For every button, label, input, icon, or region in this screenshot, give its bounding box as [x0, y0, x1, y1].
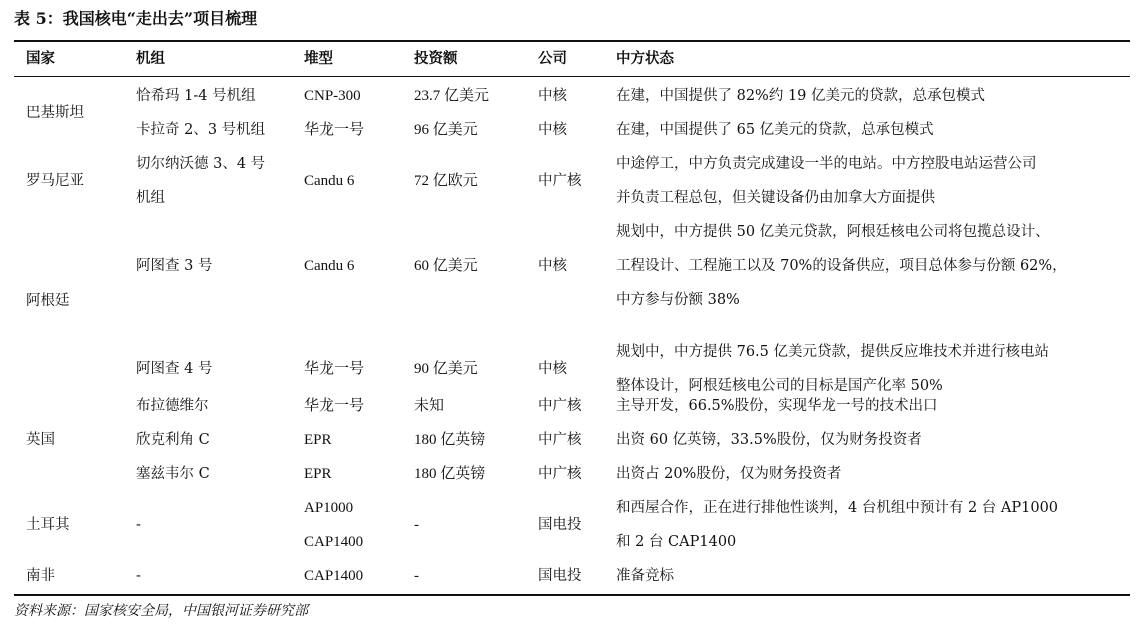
company-cell	[538, 113, 567, 147]
company-cell-line: 中广核	[538, 173, 582, 189]
investment-cell-line: 23.7 亿美元	[414, 88, 490, 104]
country-cell: 罗马尼亚	[26, 173, 84, 189]
status-cell	[616, 457, 841, 491]
status-cell-line: 规划中，中方提供 76.5 亿美元贷款，提供反应堆技术并进行核电站	[616, 344, 1050, 360]
unit-cell	[136, 352, 212, 386]
reactor-cell	[304, 457, 332, 491]
investment-cell-line: 72 亿欧元	[414, 173, 478, 189]
status-cell	[616, 559, 674, 593]
company-cell-line: 中核	[538, 361, 567, 377]
status-cell-line: 在建，中国提供了 65 亿美元的贷款，总承包模式	[616, 122, 934, 138]
investment-cell	[414, 249, 478, 283]
reactor-cell-line: 华龙一号	[304, 361, 365, 377]
company-cell-line: 中广核	[538, 466, 582, 482]
reactor-cell-line: Candu 6	[304, 258, 355, 274]
company-cell-line: 国电投	[538, 568, 582, 584]
column-header-unit: 机组	[136, 50, 165, 67]
unit-cell-line: -	[136, 517, 141, 533]
country-cell: 英国	[26, 432, 55, 448]
reactor-cell	[304, 79, 361, 113]
status-cell-line: 中途停工，中方负责完成建设一半的电站。中方控股电站运营公司	[616, 156, 1037, 172]
unit-cell-line: 塞兹韦尔 C	[136, 466, 210, 482]
company-cell	[538, 559, 582, 593]
column-header-investment: 投资额	[414, 50, 458, 67]
investment-cell	[414, 508, 419, 542]
table-header-rule	[14, 76, 1130, 77]
country-cell: 巴基斯坦	[26, 105, 84, 121]
investment-cell-line: 180 亿英镑	[414, 432, 486, 448]
reactor-cell-line: Candu 6	[304, 173, 355, 189]
column-header-country: 国家	[26, 50, 55, 67]
company-cell	[538, 79, 567, 113]
company-cell	[538, 423, 582, 457]
status-cell	[616, 423, 922, 457]
investment-cell-line: 90 亿美元	[414, 361, 478, 377]
company-cell	[538, 457, 582, 491]
unit-cell	[136, 389, 209, 423]
reactor-cell-line: EPR	[304, 466, 332, 482]
status-cell-line: 并负责工程总包，但关键设备仍由加拿大方面提供	[616, 190, 935, 206]
reactor-cell	[304, 113, 364, 147]
column-header-reactor: 堆型	[304, 50, 333, 67]
unit-cell-line: 阿图查 3 号	[136, 258, 213, 274]
company-cell-line: 中广核	[538, 432, 582, 448]
unit-cell	[136, 508, 141, 542]
reactor-cell	[304, 389, 364, 423]
company-cell	[538, 249, 567, 283]
table-bottom-rule	[14, 594, 1130, 596]
column-header-company: 公司	[538, 50, 567, 67]
column-header-status: 中方状态	[616, 50, 674, 67]
reactor-cell	[304, 559, 363, 593]
investment-cell-line: -	[414, 568, 419, 584]
table-top-rule	[14, 40, 1130, 42]
status-cell-line: 出资占 20%股份，仅为财务投资者	[616, 466, 842, 482]
unit-cell-line: 卡拉奇 2、3 号机组	[136, 122, 266, 138]
unit-cell	[136, 249, 212, 283]
status-cell	[616, 215, 1067, 317]
reactor-cell-line: CAP1400	[304, 534, 364, 550]
source-note: 资料来源：国家核安全局，中国银河证券研究部	[14, 603, 308, 619]
unit-cell-line: 布拉德维尔	[136, 398, 209, 414]
status-cell-line: 规划中，中方提供 50 亿美元贷款，阿根廷核电公司将包揽总设计、	[616, 224, 1050, 240]
unit-cell-line: -	[136, 568, 141, 584]
country-cell: 土耳其	[26, 517, 70, 533]
company-cell-line: 中广核	[538, 398, 582, 414]
investment-cell	[414, 423, 485, 457]
reactor-cell-line: CNP-300	[304, 88, 361, 104]
unit-cell-line: 机组	[136, 190, 165, 206]
company-cell-line: 中核	[538, 258, 567, 274]
status-cell-line: 在建，中国提供了 82%约 19 亿美元的贷款，总承包模式	[616, 88, 986, 104]
reactor-cell-line: AP1000	[304, 500, 354, 516]
reactor-cell	[304, 352, 364, 386]
table-title: 表 5：我国核电“走出去”项目梳理	[14, 9, 258, 28]
status-cell-line: 和西屋合作，正在进行排他性谈判，4 台机组中预计有 2 台 AP1000	[616, 500, 1059, 516]
reactor-cell-line: EPR	[304, 432, 332, 448]
unit-cell	[136, 79, 256, 113]
unit-cell-line: 欣克利角 C	[136, 432, 210, 448]
company-cell	[538, 164, 582, 198]
status-cell-line: 准备竞标	[616, 568, 674, 584]
status-cell	[616, 147, 1037, 215]
reactor-cell	[304, 164, 354, 198]
status-cell	[616, 79, 985, 113]
unit-cell	[136, 457, 210, 491]
investment-cell	[414, 79, 489, 113]
status-cell-line: 中方参与份额 38%	[616, 292, 740, 308]
unit-cell	[136, 113, 265, 147]
unit-cell	[136, 559, 141, 593]
reactor-cell-line: 华龙一号	[304, 398, 365, 414]
country-cell: 阿根廷	[26, 293, 70, 309]
company-cell-line: 国电投	[538, 517, 582, 533]
investment-cell-line: 96 亿美元	[414, 122, 478, 138]
unit-cell	[136, 147, 265, 215]
status-cell-line: 整体设计，阿根廷核电公司的目标是国产化率 50%	[616, 378, 943, 394]
reactor-cell-line: CAP1400	[304, 568, 364, 584]
unit-cell-line: 切尔纳沃德 3、4 号	[136, 156, 266, 172]
investment-cell	[414, 559, 419, 593]
status-cell	[616, 491, 1058, 559]
company-cell-line: 中核	[538, 122, 567, 138]
investment-cell	[414, 457, 485, 491]
investment-cell-line: 60 亿美元	[414, 258, 478, 274]
company-cell	[538, 389, 582, 423]
investment-cell-line: 180 亿英镑	[414, 466, 486, 482]
status-cell	[616, 113, 934, 147]
investment-cell	[414, 389, 444, 423]
reactor-cell	[304, 491, 363, 559]
reactor-cell	[304, 249, 354, 283]
investment-cell	[414, 164, 478, 198]
reactor-cell-line: 华龙一号	[304, 122, 365, 138]
country-cell: 南非	[26, 568, 55, 584]
company-cell-line: 中核	[538, 88, 567, 104]
status-cell-line: 和 2 台 CAP1400	[616, 534, 737, 550]
investment-cell-line: -	[414, 517, 419, 533]
company-cell	[538, 508, 582, 542]
investment-cell	[414, 113, 478, 147]
unit-cell-line: 阿图查 4 号	[136, 361, 213, 377]
unit-cell-line: 恰希玛 1-4 号机组	[136, 88, 256, 104]
status-cell	[616, 389, 938, 423]
investment-cell-line: 未知	[414, 398, 445, 414]
status-cell-line: 出资 60 亿英镑，33.5%股份，仅为财务投资者	[616, 432, 922, 448]
unit-cell	[136, 423, 210, 457]
company-cell	[538, 352, 567, 386]
status-cell-line: 工程设计、工程施工以及 70%的设备供应，项目总体参与份额 62%，	[616, 258, 1067, 274]
investment-cell	[414, 352, 478, 386]
status-cell-line: 主导开发，66.5%股份，实现华龙一号的技术出口	[616, 398, 938, 414]
reactor-cell	[304, 423, 332, 457]
